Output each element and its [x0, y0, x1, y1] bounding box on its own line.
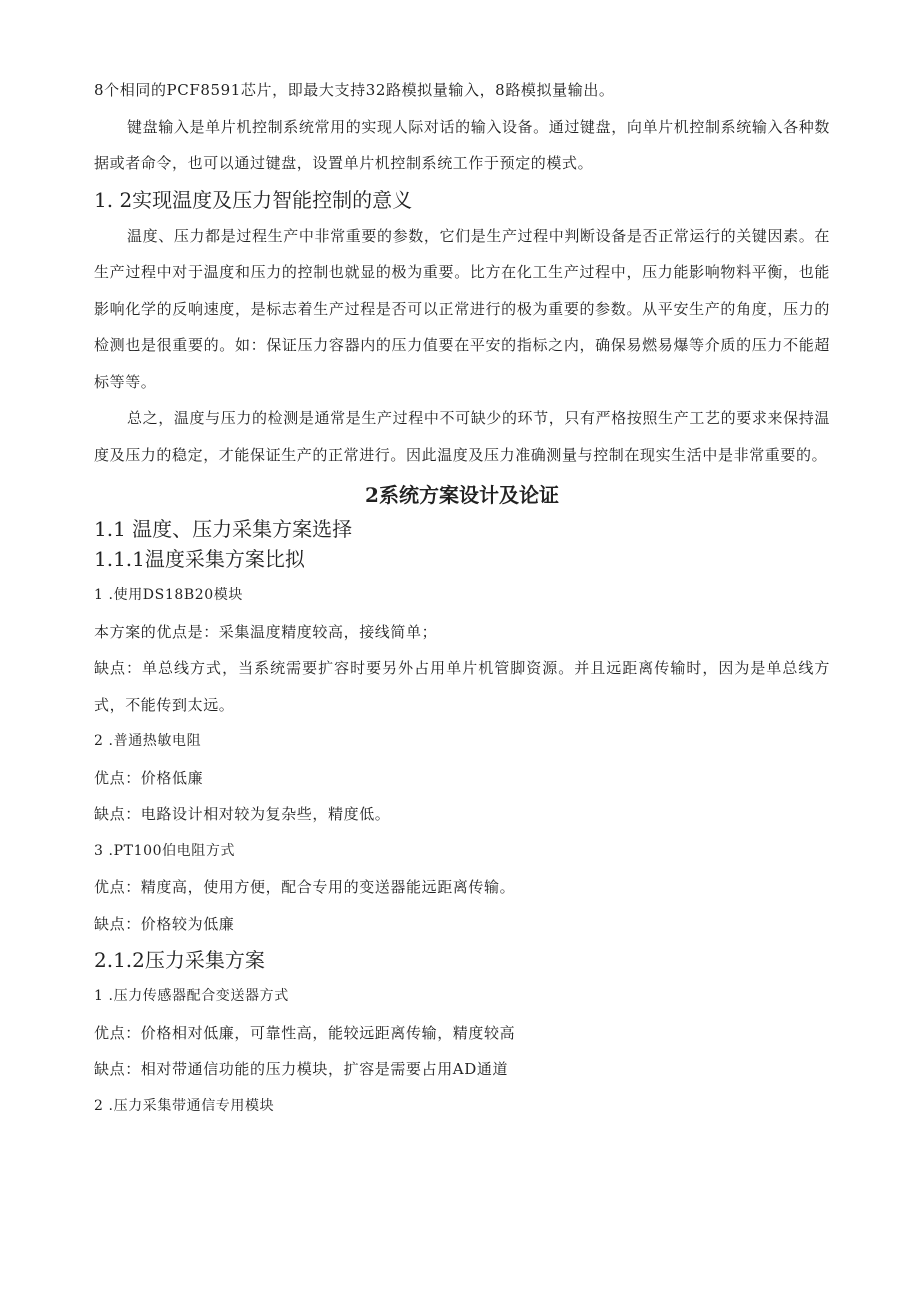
temp-option-line: 优点：价格低廉 [94, 768, 204, 787]
significance-paragraph-2: 总之，温度与压力的检测是通常是生产过程中不可缺少的环节，只有严格按照生产工艺的要求来保持温度及压力的稳定，才能保证生产的正常进行。因此温度及压力准确测量与控制在现实生活中是非常重要的。 [94, 409, 830, 464]
pressure-option-title: 2 .压力采集带通信专用模块 [94, 1097, 275, 1114]
temp-option-title: 1 .使用DS18B20模块 [94, 587, 243, 603]
temp-option-line: 缺点：价格较为低廉 [94, 914, 235, 933]
temp-option-line: 优点：精度高，使用方便，配合专用的变送器能远距离传输。 [94, 878, 516, 896]
temp-option-title: 2 .普通热敏电阻 [94, 733, 202, 749]
temp-option-line: 缺点：单总线方式，当系统需要扩容时要另外占用单片机管脚资源。并且远距离传输时，因为是单总线方式，不能传到太远。 [94, 659, 830, 714]
pressure-option-line: 缺点：相对带通信功能的压力模块，扩容是需要占用AD通道 [94, 1060, 509, 1078]
significance-paragraph-1: 温度、压力都是过程生产中非常重要的参数，它们是生产过程中判断设备是否正常运行的关键因素。在生产过程中对于温度和压力的控制也就显的极为重要。比方在化工生产过程中，压力能影响物料平衡，也能影响化学的反响速度，是标志着生产过程是否可以正常进行的极为重要的参数。从平安生产的角度，压力的检测也是很重要的。如：保证压力容器内的压力值要在平安的指标之内，确保易燃易爆等介质的压力不能超标等等。 [94, 226, 830, 391]
temp-option-line: 缺点：电路设计相对较为复杂些，精度低。 [94, 805, 391, 823]
section-heading-1-2: 1. 2实现温度及压力智能控制的意义 [94, 187, 413, 212]
chapter-heading-2: 2系统方案设计及论证 [365, 483, 559, 507]
temp-option-line: 本方案的优点是：采集温度精度较高，接线简单； [94, 622, 438, 641]
temp-option-title: 3 .PT100伯电阻方式 [94, 842, 236, 859]
pressure-option-title: 1 .压力传感器配合变送器方式 [94, 988, 289, 1004]
section-heading-2-1-2: 2.1.2压力采集方案 [94, 948, 265, 972]
pressure-option-line: 优点：价格相对低廉，可靠性高，能较远距离传输，精度较高 [94, 1023, 516, 1042]
intro-paragraph: 8个相同的PCF8591芯片，即最大支持32路模拟量输入，8路模拟量输出。 [94, 81, 615, 99]
section-heading-1-1: 1.1 温度、压力采集方案选择 [94, 517, 353, 541]
keyboard-paragraph: 键盘输入是单片机控制系统常用的实现人际对话的输入设备。通过键盘，向单片机控制系统输入各种数据或者命令，也可以通过键盘，设置单片机控制系统工作于预定的模式。 [94, 117, 830, 172]
section-heading-1-1-1: 1.1.1温度采集方案比拟 [94, 547, 305, 571]
document-page [94, 72, 830, 1124]
